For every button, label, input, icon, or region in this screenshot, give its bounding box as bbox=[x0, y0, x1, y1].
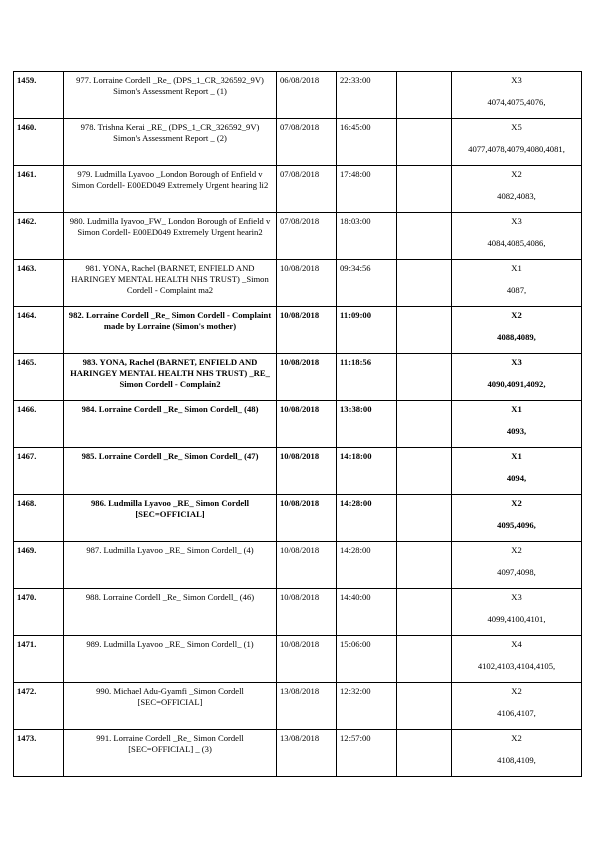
table-row bbox=[14, 354, 582, 401]
entry-blank-cell bbox=[397, 213, 452, 260]
entry-time: 22:33:00 bbox=[337, 72, 397, 119]
document-index-table bbox=[13, 71, 582, 777]
page-count: X2 bbox=[511, 169, 522, 179]
entry-time: 09:34:56 bbox=[337, 260, 397, 307]
table-row bbox=[14, 683, 582, 730]
entry-number: 1463. bbox=[14, 260, 64, 307]
page-numbers: 4095,4096, bbox=[497, 520, 536, 530]
table-row bbox=[14, 542, 582, 589]
page-count: X4 bbox=[511, 639, 522, 649]
entry-description: 991. Lorraine Cordell _Re_ Simon Cordell [SEC=OFFICIAL] _ (3) bbox=[64, 730, 277, 777]
entry-description: 988. Lorraine Cordell _Re_ Simon Cordell_ (46) bbox=[64, 589, 277, 636]
entry-blank-cell bbox=[397, 542, 452, 589]
page-count: X5 bbox=[511, 122, 522, 132]
page-count: X1 bbox=[511, 451, 522, 461]
entry-number: 1462. bbox=[14, 213, 64, 260]
entry-pages-cell bbox=[452, 542, 582, 589]
page-numbers: 4077,4078,4079,4080,4081, bbox=[468, 144, 565, 154]
entry-pages-cell bbox=[452, 72, 582, 119]
entry-time: 11:09:00 bbox=[337, 307, 397, 354]
entry-time: 12:57:00 bbox=[337, 730, 397, 777]
page-numbers: 4087, bbox=[506, 285, 527, 295]
entry-pages-cell bbox=[452, 213, 582, 260]
entry-date: 10/08/2018 bbox=[277, 495, 337, 542]
page-count: X2 bbox=[511, 498, 522, 508]
page-numbers: 4108,4109, bbox=[497, 755, 536, 765]
entry-date: 06/08/2018 bbox=[277, 72, 337, 119]
table-row bbox=[14, 213, 582, 260]
table-row bbox=[14, 589, 582, 636]
page-count: X2 bbox=[511, 686, 522, 696]
table-row bbox=[14, 495, 582, 542]
entry-number: 1466. bbox=[14, 401, 64, 448]
entry-time: 18:03:00 bbox=[337, 213, 397, 260]
entry-time: 13:38:00 bbox=[337, 401, 397, 448]
entry-description: 983. YONA, Rachel (BARNET, ENFIELD AND HARINGEY MENTAL HEALTH NHS TRUST) _RE_ Simon Cordell - Complain2 bbox=[64, 354, 277, 401]
entry-date: 10/08/2018 bbox=[277, 636, 337, 683]
entry-blank-cell bbox=[397, 636, 452, 683]
entry-description: 978. Trishna Kerai _RE_ (DPS_1_CR_326592_9V) Simon's Assessment Report _ (2) bbox=[64, 119, 277, 166]
entry-blank-cell bbox=[397, 260, 452, 307]
entry-description: 977. Lorraine Cordell _Re_ (DPS_1_CR_326592_9V) Simon's Assessment Report _ (1) bbox=[64, 72, 277, 119]
entry-pages-cell bbox=[452, 354, 582, 401]
entry-date: 10/08/2018 bbox=[277, 354, 337, 401]
page-count: X3 bbox=[511, 592, 522, 602]
table-row bbox=[14, 119, 582, 166]
entry-pages-cell bbox=[452, 448, 582, 495]
entry-time: 14:28:00 bbox=[337, 542, 397, 589]
entry-time: 14:18:00 bbox=[337, 448, 397, 495]
entry-number: 1460. bbox=[14, 119, 64, 166]
table-row bbox=[14, 72, 582, 119]
page-count: X3 bbox=[511, 357, 522, 367]
page-numbers: 4099,4100,4101, bbox=[487, 614, 546, 624]
entry-date: 07/08/2018 bbox=[277, 166, 337, 213]
entry-date: 07/08/2018 bbox=[277, 119, 337, 166]
entry-description: 986. Ludmilla Lyavoo _RE_ Simon Cordell [SEC=OFFICIAL] bbox=[64, 495, 277, 542]
entry-description: 984. Lorraine Cordell _Re_ Simon Cordell_ (48) bbox=[64, 401, 277, 448]
entry-blank-cell bbox=[397, 495, 452, 542]
entry-number: 1470. bbox=[14, 589, 64, 636]
entry-time: 11:18:56 bbox=[337, 354, 397, 401]
entry-blank-cell bbox=[397, 401, 452, 448]
entry-blank-cell bbox=[397, 448, 452, 495]
page-count: X1 bbox=[511, 404, 522, 414]
page-numbers: 4097,4098, bbox=[497, 567, 536, 577]
entry-description: 982. Lorraine Cordell _Re_ Simon Cordell - Complaint made by Lorraine (Simon's mother) bbox=[64, 307, 277, 354]
entry-pages-cell bbox=[452, 166, 582, 213]
entry-time: 16:45:00 bbox=[337, 119, 397, 166]
entry-pages-cell bbox=[452, 589, 582, 636]
page-numbers: 4088,4089, bbox=[497, 332, 536, 342]
entry-number: 1468. bbox=[14, 495, 64, 542]
table-row bbox=[14, 730, 582, 777]
entry-description: 989. Ludmilla Lyavoo _RE_ Simon Cordell_ (1) bbox=[64, 636, 277, 683]
entry-blank-cell bbox=[397, 730, 452, 777]
entry-blank-cell bbox=[397, 307, 452, 354]
entry-description: 990. Michael Adu-Gyamfi _Simon Cordell [SEC=OFFICIAL] bbox=[64, 683, 277, 730]
page-count: X2 bbox=[511, 310, 522, 320]
entry-number: 1469. bbox=[14, 542, 64, 589]
entry-time: 17:48:00 bbox=[337, 166, 397, 213]
entry-description: 979. Ludmilla Lyavoo _London Borough of Enfield v Simon Cordell- E00ED049 Extremely Urgent hearing li2 bbox=[64, 166, 277, 213]
page-numbers: 4102,4103,4104,4105, bbox=[477, 661, 556, 671]
entry-number: 1465. bbox=[14, 354, 64, 401]
entry-pages-cell bbox=[452, 636, 582, 683]
entry-pages-cell bbox=[452, 260, 582, 307]
entry-date: 10/08/2018 bbox=[277, 307, 337, 354]
entry-date: 10/08/2018 bbox=[277, 260, 337, 307]
entry-blank-cell bbox=[397, 166, 452, 213]
entry-date: 13/08/2018 bbox=[277, 683, 337, 730]
entry-blank-cell bbox=[397, 119, 452, 166]
entry-description: 987. Ludmilla Lyavoo _RE_ Simon Cordell_ (4) bbox=[64, 542, 277, 589]
page-numbers: 4106,4107, bbox=[497, 708, 536, 718]
entry-time: 14:28:00 bbox=[337, 495, 397, 542]
entry-description: 985. Lorraine Cordell _Re_ Simon Cordell_ (47) bbox=[64, 448, 277, 495]
table-row bbox=[14, 448, 582, 495]
page-count: X3 bbox=[511, 216, 522, 226]
entry-blank-cell bbox=[397, 354, 452, 401]
entry-number: 1467. bbox=[14, 448, 64, 495]
entry-number: 1461. bbox=[14, 166, 64, 213]
entry-time: 14:40:00 bbox=[337, 589, 397, 636]
entry-pages-cell bbox=[452, 307, 582, 354]
entry-date: 10/08/2018 bbox=[277, 542, 337, 589]
table-body bbox=[14, 72, 582, 777]
entry-number: 1473. bbox=[14, 730, 64, 777]
entry-description: 980. Ludmilla Iyavoo_FW_ London Borough of Enfield v Simon Cordell- E00ED049 Extremely Urgent hearin2 bbox=[64, 213, 277, 260]
entry-date: 10/08/2018 bbox=[277, 401, 337, 448]
entry-pages-cell bbox=[452, 683, 582, 730]
entry-blank-cell bbox=[397, 589, 452, 636]
page-numbers: 4090,4091,4092, bbox=[487, 379, 546, 389]
page-count: X2 bbox=[511, 545, 522, 555]
entry-time: 12:32:00 bbox=[337, 683, 397, 730]
entry-number: 1459. bbox=[14, 72, 64, 119]
entry-date: 10/08/2018 bbox=[277, 448, 337, 495]
entry-pages-cell bbox=[452, 495, 582, 542]
entry-pages-cell bbox=[452, 119, 582, 166]
entry-pages-cell bbox=[452, 730, 582, 777]
entry-blank-cell bbox=[397, 72, 452, 119]
entry-pages-cell bbox=[452, 401, 582, 448]
page-count: X3 bbox=[511, 75, 522, 85]
page-numbers: 4074,4075,4076, bbox=[487, 97, 546, 107]
entry-number: 1464. bbox=[14, 307, 64, 354]
entry-date: 10/08/2018 bbox=[277, 589, 337, 636]
table-row bbox=[14, 307, 582, 354]
entry-number: 1472. bbox=[14, 683, 64, 730]
page-count: X1 bbox=[511, 263, 522, 273]
entry-date: 13/08/2018 bbox=[277, 730, 337, 777]
entry-blank-cell bbox=[397, 683, 452, 730]
page-numbers: 4094, bbox=[506, 473, 527, 483]
page-numbers: 4082,4083, bbox=[497, 191, 536, 201]
table-row bbox=[14, 166, 582, 213]
page-count: X2 bbox=[511, 733, 522, 743]
entry-description: 981. YONA, Rachel (BARNET, ENFIELD AND HARINGEY MENTAL HEALTH NHS TRUST) _Simon Cordell - Complaint ma2 bbox=[64, 260, 277, 307]
page-numbers: 4084,4085,4086, bbox=[487, 238, 546, 248]
table-row bbox=[14, 636, 582, 683]
entry-time: 15:06:00 bbox=[337, 636, 397, 683]
table-row bbox=[14, 260, 582, 307]
page-numbers: 4093, bbox=[506, 426, 527, 436]
entry-number: 1471. bbox=[14, 636, 64, 683]
table-row bbox=[14, 401, 582, 448]
entry-date: 07/08/2018 bbox=[277, 213, 337, 260]
